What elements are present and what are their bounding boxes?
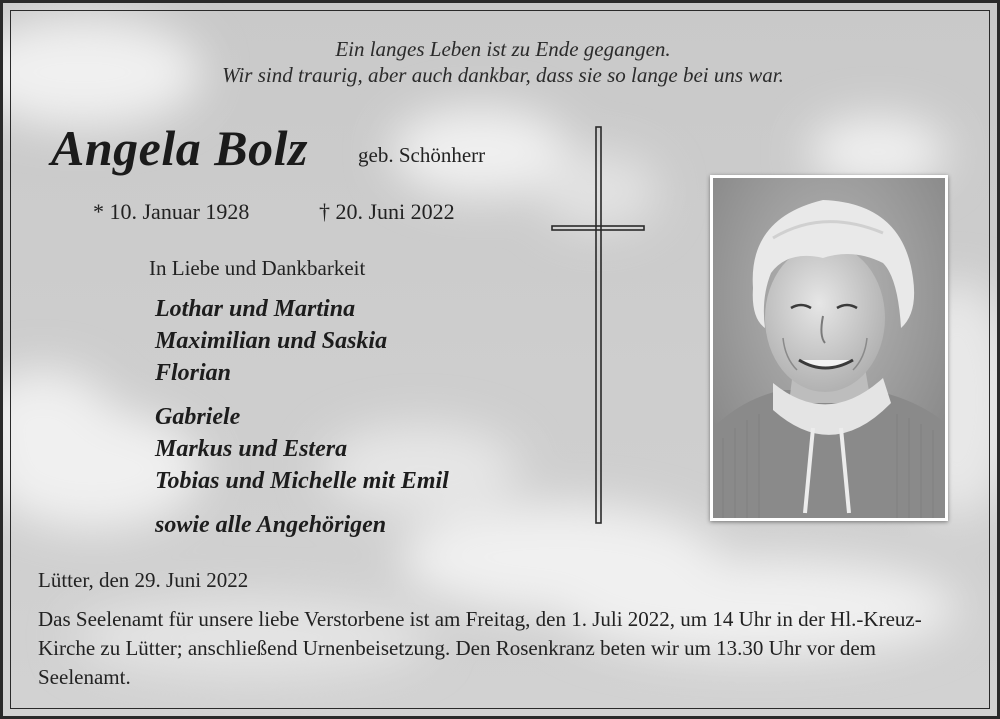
death-date: † 20. Juni 2022 [319,199,455,224]
mourner-name: Maximilian und Saskia [155,328,388,354]
mourner-name: Florian [155,360,232,386]
mourner-name: Tobias und Michelle mit Emil [155,468,449,494]
place-date: Lütter, den 29. Juni 2022 [38,568,249,592]
cross-icon [548,125,658,527]
service-notice: Das Seelenamt für unsere liebe Verstorbene ist am Freitag, den 1. Juli 2022, um 14 Uhr in der Hl.-Kreuz-Kirche zu Lütter; anschließend Urnenbeisetzung. Den Rosenkranz beten wir um 13.30 Uhr vor dem Seelenamt. [38,607,922,689]
motto-line-1: Ein langes Leben ist zu Ende gegangen. [335,37,671,61]
mourner-name: Markus und Estera [155,436,348,462]
motto-line-2: Wir sind traurig, aber auch dankbar, dass sie so lange bei uns war. [222,63,784,87]
mourners-closing: sowie alle Angehörigen [155,512,387,538]
thanks-line: In Liebe und Dankbarkeit [149,256,366,280]
deceased-name: Angela Bolz [51,120,308,176]
mourner-name: Lothar und Martina [155,296,356,322]
portrait-photo [710,175,948,521]
portrait-illustration [713,178,945,518]
maiden-name: geb. Schönherr [358,143,486,167]
mourner-name: Gabriele [155,404,241,430]
birth-date: * 10. Januar 1928 [93,199,250,224]
